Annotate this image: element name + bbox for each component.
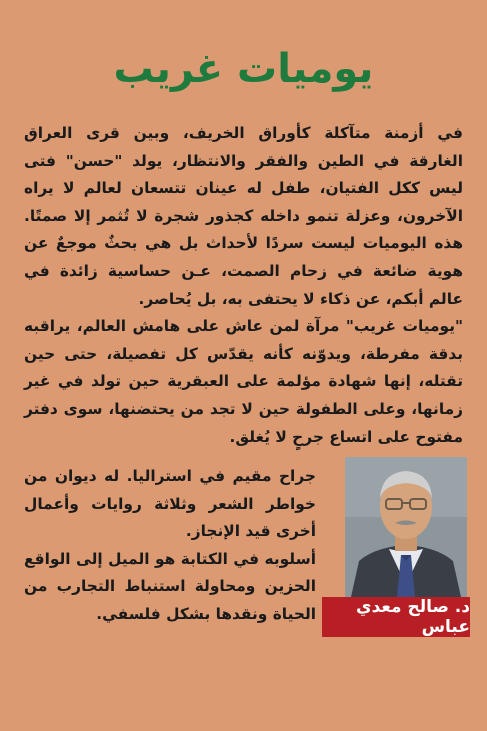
blurb-paragraph-2: "يوميات غريب" مرآة لمن عاش على هامش العالم، يراقبه بدقة مفرطة، ويدوّنه كأنه يقدّس كل تفصيلة، حتى حين تقتله، إنها شهادة مؤلمة على العبقرية حين تولد في غير زمانها، وعلى الطفولة حين لا تجد من يحتضنها، سوى دفتر مفتوح على اتساع جرحٍ لا يُغلق. (24, 317, 463, 446)
author-bio (24, 463, 316, 629)
author-name-plate (322, 597, 470, 637)
author-photo (345, 457, 467, 597)
bio-paragraph-2: أسلوبه في الكتابة هو الميل إلى الواقع الحزين ومحاولة استنباط التجارب من الحياة ونقدها بشكل فلسفي. (24, 549, 316, 623)
bio-paragraph-1: جراح مقيم في استراليا. له ديوان من خواطر الشعر وثلاثة روايات وأعمال أخرى قيد الإنجاز. (24, 467, 316, 541)
book-title: يوميات غريب (113, 46, 374, 92)
blurb-paragraph-1: في أزمنة متآكلة كأوراق الخريف، وبين قرى العراق الغارقة في الطين والفقر والانتظار، يولد "حسن" فتى ليس ككل الفتيان، طفل له عينان تتسعان لعالم لا يراه الآخرون، وعزلة تنمو داخله كجذور شجرة لا تُثمر إلا صمتًا. هذه اليوميات ليست سردًا لأحداث بل هي بحثٌ موجعٌ عن هوية ضائعة في زحام الصمت، عـن حساسية زائدة في عالم أبكم، عن ذكاء لا يحتفى به، بل يُحاصر. (24, 124, 463, 308)
book-blurb (24, 120, 463, 451)
author-name: د. صالح معدي عباس (356, 597, 470, 637)
author-portrait-image (345, 457, 467, 597)
